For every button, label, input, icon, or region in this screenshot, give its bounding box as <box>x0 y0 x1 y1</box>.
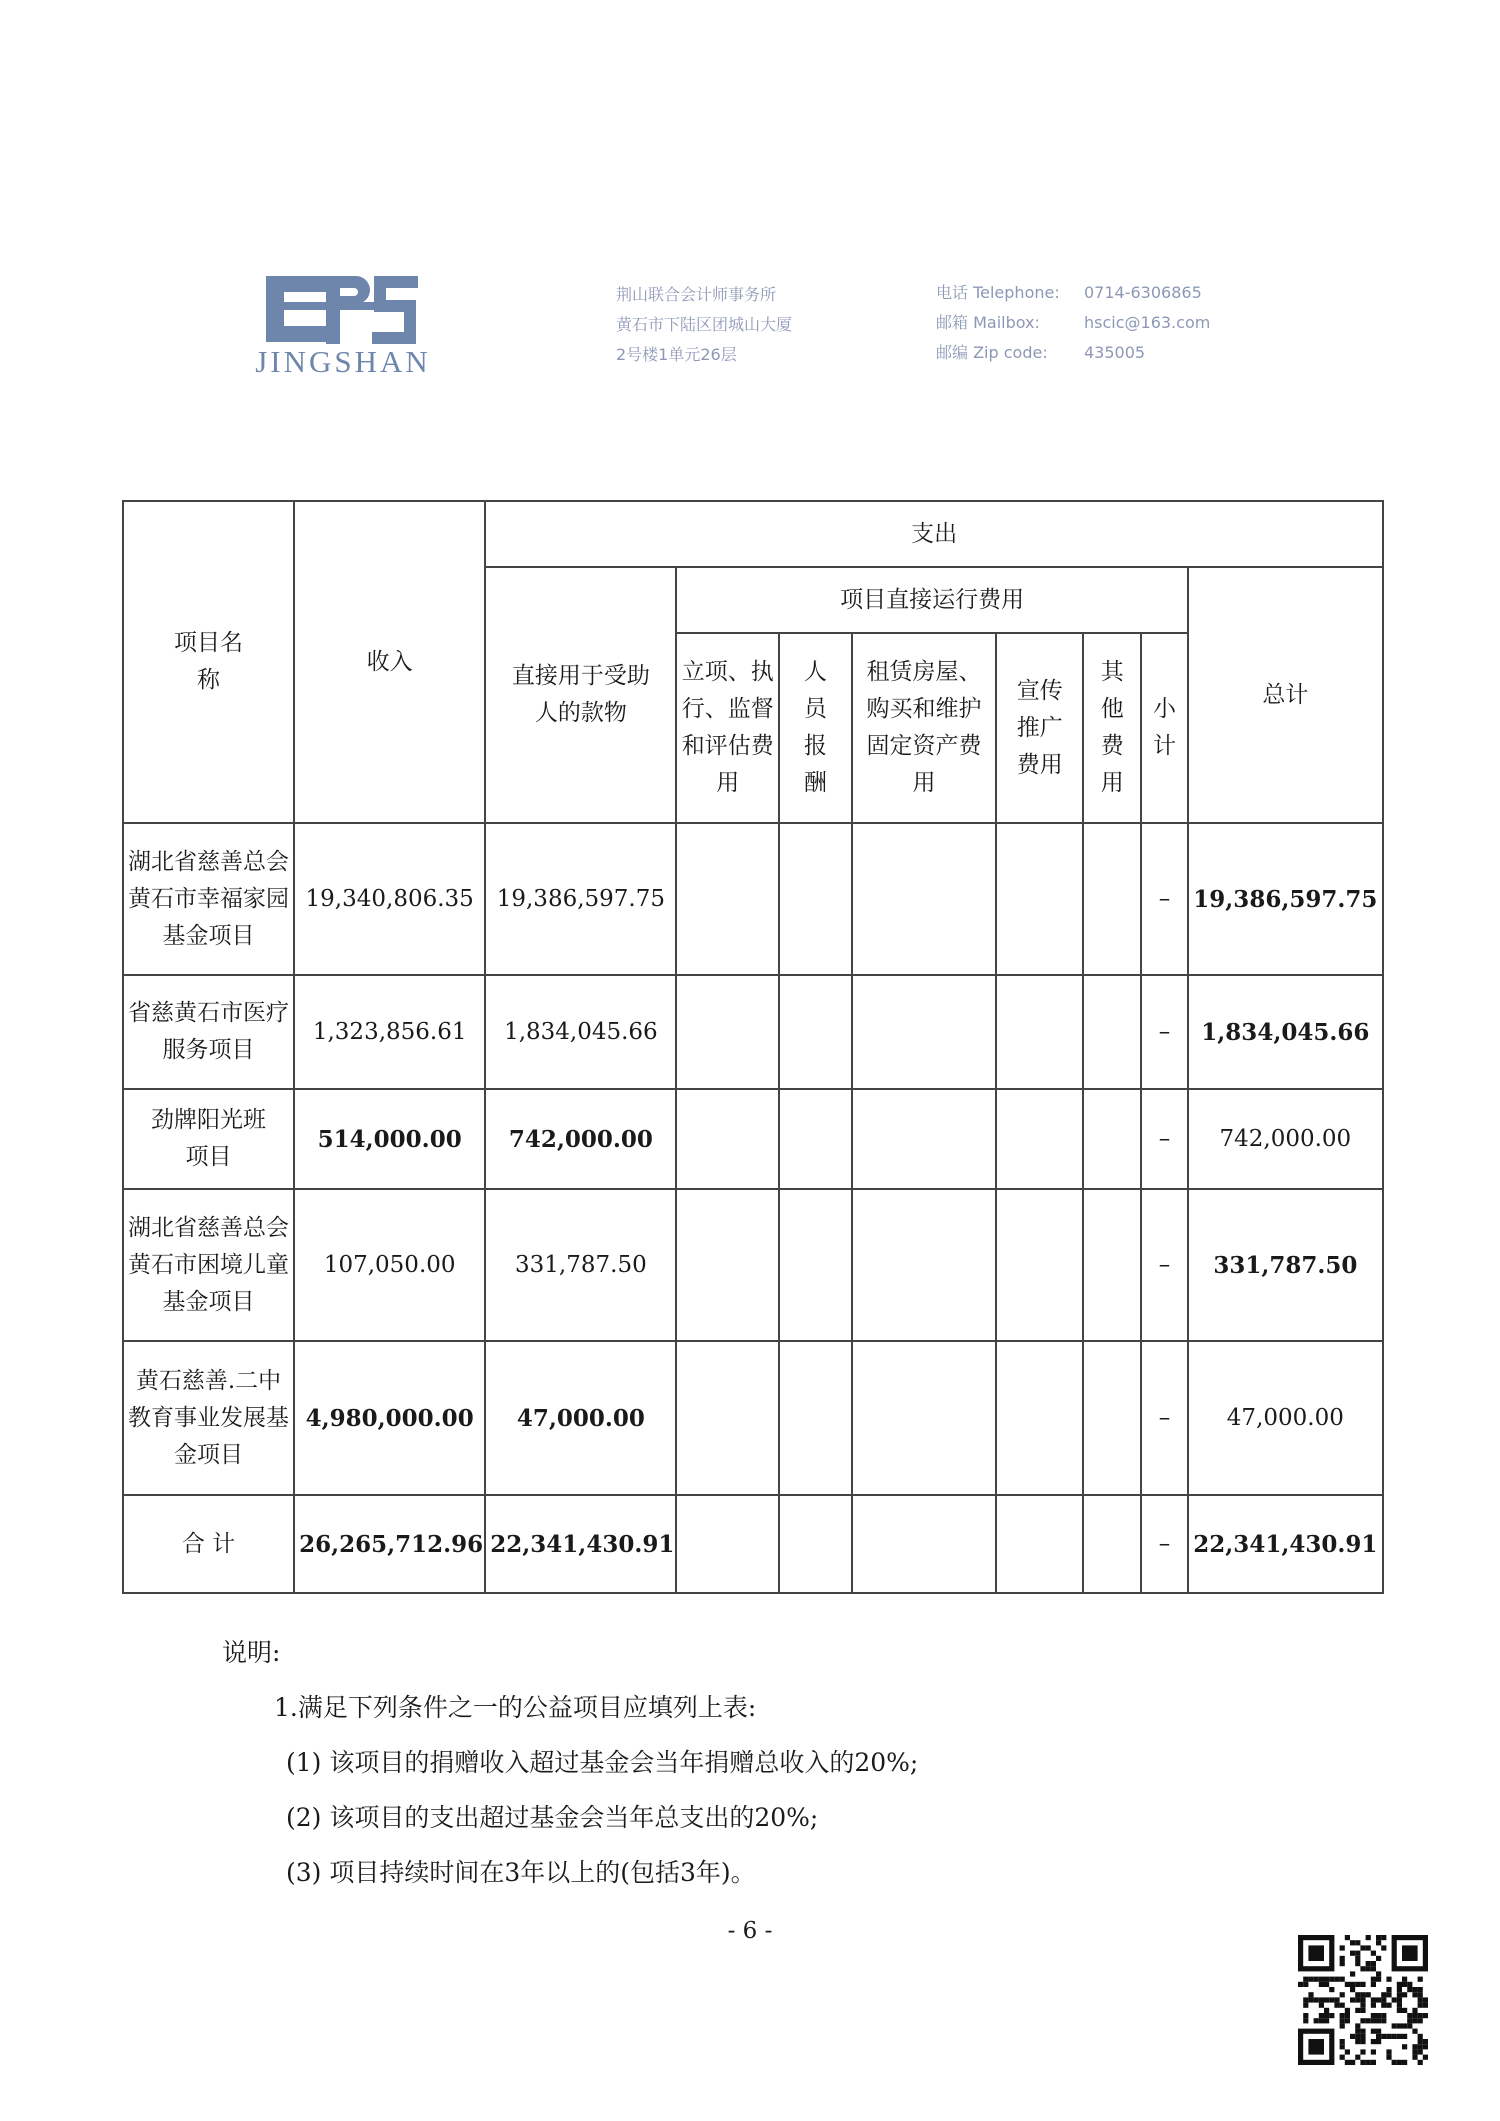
cell-total: 47,000.00 <box>1188 1341 1383 1495</box>
cell-empty <box>1083 1089 1141 1189</box>
contact-label: 电话 Telephone: <box>936 283 1060 302</box>
firm-address <box>616 280 792 370</box>
cell-subtotal: – <box>1141 823 1187 975</box>
cell-empty <box>676 1495 779 1593</box>
cell-subtotal: – <box>1141 1495 1187 1593</box>
cell-empty <box>852 1089 997 1189</box>
notes-section <box>222 1625 918 1900</box>
cell-total-label: 合 计 <box>123 1495 294 1593</box>
header-direct-aid: 直接用于受助人的款物 <box>485 567 676 823</box>
cell-empty <box>1083 1495 1141 1593</box>
cell-total: 22,341,430.91 <box>1188 1495 1383 1593</box>
cell-empty <box>996 1089 1083 1189</box>
cell-empty <box>1083 975 1141 1089</box>
cell-empty <box>852 975 997 1089</box>
notes-item: (1) 该项目的捐赠收入超过基金会当年捐赠总收入的20%; <box>286 1748 919 1777</box>
cell-empty <box>1083 823 1141 975</box>
table-row <box>123 1189 1383 1341</box>
cell-direct-aid: 22,341,430.91 <box>485 1495 676 1593</box>
firm-logo <box>238 268 448 388</box>
header-total: 总计 <box>1188 567 1383 823</box>
contact-value: 0714-6306865 <box>1084 283 1202 302</box>
firm-contacts <box>936 278 1234 368</box>
cell-income: 514,000.00 <box>294 1089 485 1189</box>
cell-empty <box>852 823 997 975</box>
cell-income: 4,980,000.00 <box>294 1341 485 1495</box>
project-expenditure-table <box>122 500 1384 1594</box>
cell-income: 1,323,856.61 <box>294 975 485 1089</box>
cell-project-name: 省慈黄石市医疗服务项目 <box>123 975 294 1089</box>
cell-empty <box>676 1189 779 1341</box>
contact-label: 邮编 Zip code: <box>936 343 1048 362</box>
cell-empty <box>779 1189 851 1341</box>
table-row <box>123 823 1383 975</box>
cell-subtotal: – <box>1141 1341 1187 1495</box>
cell-empty <box>852 1341 997 1495</box>
header-setup-fee: 立项、执行、监督和评估费用 <box>676 633 779 823</box>
notes-item: (3) 项目持续时间在3年以上的(包括3年)。 <box>286 1858 756 1887</box>
page-number: - 6 - <box>727 1918 773 1944</box>
address-line: 荆山联合会计师事务所 <box>616 285 777 304</box>
contact-value: 435005 <box>1084 343 1146 362</box>
table-row <box>123 1089 1383 1189</box>
cell-subtotal: – <box>1141 1189 1187 1341</box>
cell-income: 26,265,712.96 <box>294 1495 485 1593</box>
cell-empty <box>779 1089 851 1189</box>
logo-wordmark: JINGSHAN <box>255 344 431 379</box>
cell-empty <box>996 975 1083 1089</box>
table-row <box>123 975 1383 1089</box>
header-rent-fee: 租赁房屋、购买和维护固定资产费用 <box>852 633 997 823</box>
header-staff-pay: 人员报酬 <box>779 633 851 823</box>
contact-value: hscic@163.com <box>1084 313 1211 332</box>
cell-income: 19,340,806.35 <box>294 823 485 975</box>
cell-direct-aid: 1,834,045.66 <box>485 975 676 1089</box>
contact-row-zip <box>936 338 1234 368</box>
header-promo-fee: 宣传推广费用 <box>996 633 1083 823</box>
cell-empty <box>996 823 1083 975</box>
cell-empty <box>779 823 851 975</box>
header-operating-costs: 项目直接运行费用 <box>676 567 1187 633</box>
header-expenditure: 支出 <box>485 501 1383 567</box>
cell-direct-aid: 742,000.00 <box>485 1089 676 1189</box>
cell-empty <box>676 1089 779 1189</box>
cell-empty <box>676 975 779 1089</box>
cell-empty <box>1083 1341 1141 1495</box>
cell-project-name: 劲牌阳光班项目 <box>123 1089 294 1189</box>
header-subtotal: 小计 <box>1141 633 1187 823</box>
cell-empty <box>779 1495 851 1593</box>
cell-project-name: 湖北省慈善总会黄石市幸福家园基金项目 <box>123 823 294 975</box>
cell-total: 1,834,045.66 <box>1188 975 1383 1089</box>
cell-empty <box>996 1495 1083 1593</box>
cpa-logo-mark <box>256 268 436 350</box>
table-row-total <box>123 1495 1383 1593</box>
cell-empty <box>779 975 851 1089</box>
cell-empty <box>676 823 779 975</box>
cell-empty <box>779 1341 851 1495</box>
contact-label: 邮箱 Mailbox: <box>936 313 1040 332</box>
notes-intro: 1.满足下列条件之一的公益项目应填列上表: <box>274 1693 757 1722</box>
qr-code-icon <box>1298 1935 1428 2065</box>
cell-total: 331,787.50 <box>1188 1189 1383 1341</box>
cell-subtotal: – <box>1141 1089 1187 1189</box>
header-income: 收入 <box>294 501 485 823</box>
table-row <box>123 1341 1383 1495</box>
cell-empty <box>1083 1189 1141 1341</box>
cell-direct-aid: 331,787.50 <box>485 1189 676 1341</box>
contact-row-phone <box>936 278 1234 308</box>
cell-direct-aid: 19,386,597.75 <box>485 823 676 975</box>
contact-row-mailbox <box>936 308 1234 338</box>
cell-total: 742,000.00 <box>1188 1089 1383 1189</box>
header-other-fee: 其他费用 <box>1083 633 1141 823</box>
cell-income: 107,050.00 <box>294 1189 485 1341</box>
cell-empty <box>996 1189 1083 1341</box>
cell-total: 19,386,597.75 <box>1188 823 1383 975</box>
cell-empty <box>852 1495 997 1593</box>
cell-empty <box>996 1341 1083 1495</box>
cell-empty <box>676 1341 779 1495</box>
cell-empty <box>852 1189 997 1341</box>
notes-item: (2) 该项目的支出超过基金会当年总支出的20%; <box>286 1803 819 1832</box>
cell-project-name: 黄石慈善.二中教育事业发展基金项目 <box>123 1341 294 1495</box>
cell-direct-aid: 47,000.00 <box>485 1341 676 1495</box>
cell-subtotal: – <box>1141 975 1187 1089</box>
header-project-name: 项目名称 <box>123 501 294 823</box>
address-line: 黄石市下陆区团城山大厦 <box>616 315 793 334</box>
notes-title: 说明: <box>222 1638 281 1667</box>
address-line: 2号楼1单元26层 <box>616 345 737 364</box>
cell-project-name: 湖北省慈善总会黄石市困境儿童基金项目 <box>123 1189 294 1341</box>
